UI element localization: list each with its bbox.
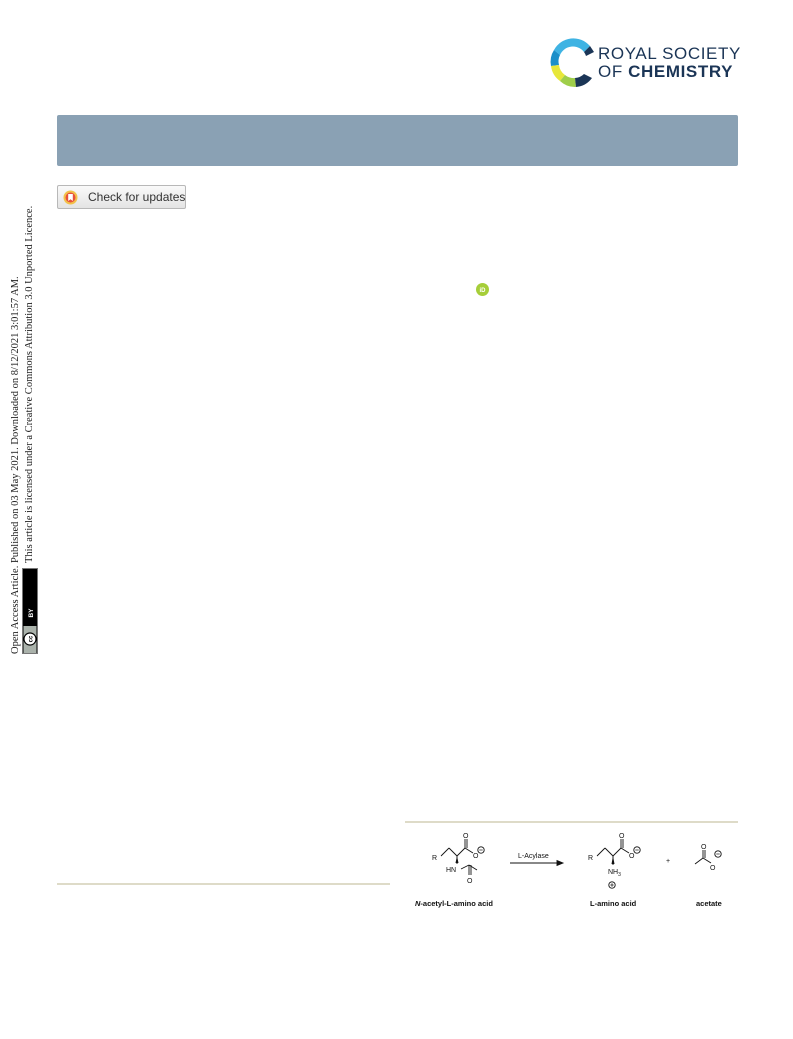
publisher-logo xyxy=(546,36,741,92)
orcid-icon[interactable] xyxy=(476,283,489,296)
product-o-top: O xyxy=(619,833,625,840)
substrate-r-label: R xyxy=(432,855,438,862)
product-o-minus: O xyxy=(629,853,635,860)
logo-line-1: ROYAL SOCIETY xyxy=(598,44,741,63)
rsc-logo-icon xyxy=(546,36,598,90)
publication-info-text: Open Access Article. Published on 03 May 2021. Downloaded on 8/12/2021 3:01:57 AM. xyxy=(10,276,21,654)
plus-sign: + xyxy=(666,858,671,865)
product-r-label: R xyxy=(588,855,594,862)
cc-by-badge-icon[interactable] xyxy=(22,568,38,654)
license-text[interactable]: This article is licensed under a Creative Commons Attribution 3.0 Unported Licence. xyxy=(24,205,35,563)
header-banner xyxy=(57,115,738,166)
check-for-updates-label: Check for updates xyxy=(88,190,186,204)
cc-by-text: BY xyxy=(28,608,35,618)
logo-text xyxy=(598,45,741,81)
bookmark-icon xyxy=(63,190,78,205)
substrate-o-top: O xyxy=(463,833,469,840)
cc-text: cc xyxy=(28,635,35,643)
substrate-o-minus: O xyxy=(473,853,479,860)
substrate-label xyxy=(415,899,493,908)
logo-line-2-bold: CHEMISTRY xyxy=(628,62,734,81)
scheme-top-rule xyxy=(405,821,738,823)
acetate-o-minus: O xyxy=(710,865,716,872)
check-for-updates-button[interactable] xyxy=(57,185,186,209)
column-rule xyxy=(57,883,390,885)
product-acetate-label: acetate xyxy=(696,899,722,908)
logo-line-2-prefix: OF xyxy=(598,62,629,81)
reaction-scheme xyxy=(405,830,738,915)
product-amino-acid-label: L-amino acid xyxy=(590,899,637,908)
orcid-text: iD xyxy=(479,288,486,294)
arrow-label: L-Acylase xyxy=(518,853,549,860)
logo-line-2 xyxy=(598,63,741,81)
product-nh3-subscript: 3 xyxy=(618,872,621,878)
substrate-label-rest: -acetyl-L-amino acid xyxy=(420,899,493,908)
substrate-label-italic: N xyxy=(415,899,421,908)
license-sidebar xyxy=(6,193,38,654)
substrate-o-bottom: O xyxy=(467,878,473,885)
acetate-o-top: O xyxy=(701,844,707,851)
substrate-hn-label: HN xyxy=(446,867,457,874)
product-nh3-label xyxy=(608,869,621,878)
product-nh-text: NH xyxy=(608,869,619,876)
